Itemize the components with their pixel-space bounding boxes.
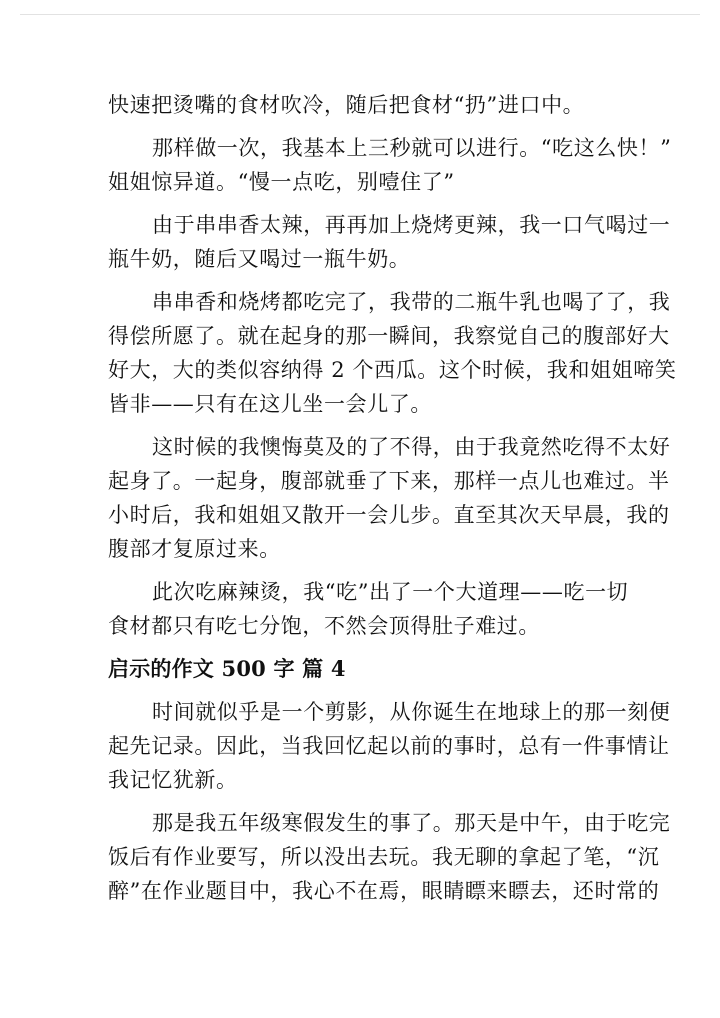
page-top-border: [20, 14, 700, 15]
text-line: 得偿所愿了。就在起身的那一瞬间，我察觉自己的腹部好大: [108, 324, 670, 348]
text-line: 起先记录。因此，当我回忆起以前的事时，总有一件事情让: [108, 734, 670, 758]
text-line: 醉”在作业题目中，我心不在焉，眼睛瞟来瞟去，还时常的: [108, 879, 660, 903]
text-line: 好大，大的类似容纳得 2 个西瓜。这个时候，我和姐姐啼笑: [108, 358, 677, 382]
paragraph-2: [108, 131, 672, 199]
text-line: 皆非——只有在这儿坐一会儿了。: [108, 392, 432, 416]
text-line: 此次吃麻辣烫，我“吃”出了一个大道理——吃一切: [152, 580, 629, 604]
paragraph-6: [108, 575, 629, 643]
paragraph-4: [108, 285, 677, 421]
section-heading: 启示的作文 500 字 篇 4: [108, 656, 346, 681]
text-line: 姐姐惊异道。“慢一点吃，别噎住了”: [108, 170, 455, 194]
text-line: 那样做一次，我基本上三秒就可以进行。“吃这么快！”: [152, 136, 672, 160]
text-line: 串串香和烧烤都吃完了，我带的二瓶牛乳也喝了了，我: [152, 290, 671, 314]
text-line: 小时后，我和姐姐又散开一会儿步。直至其次天早晨，我的: [108, 503, 670, 527]
text-line: 瓶牛奶，随后又喝过一瓶牛奶。: [108, 247, 411, 271]
text-line: 起身了。一起身，腹部就垂了下来，那样一点儿也难过。半: [108, 469, 670, 493]
paragraph-7: [108, 695, 671, 797]
text-line: 这时候的我懊悔莫及的了不得，由于我竟然吃得不太好: [152, 435, 671, 459]
text-line: 由于串串香太辣，再再加上烧烤更辣，我一口气喝过一: [152, 213, 671, 237]
text-line: 腹部才复原过来。: [108, 537, 281, 561]
text-line: 食材都只有吃七分饱，不然会顶得肚子难过。: [108, 614, 540, 638]
paragraph-3: [108, 208, 671, 276]
text-line: 快速把烫嘴的食材吹冷，随后把食材“扔”进口中。: [108, 93, 585, 117]
paragraph-1: [108, 88, 618, 122]
paragraph-8: [108, 806, 671, 908]
text-line: 饭后有作业要写，所以没出去玩。我无聊的拿起了笔，“沉: [108, 845, 660, 869]
document-body: [108, 88, 677, 917]
text-line: 我记忆犹新。: [108, 768, 238, 792]
text-line: 那是我五年级寒假发生的事了。那天是中午，由于吃完: [152, 811, 671, 835]
paragraph-5: [108, 430, 671, 566]
text-line: 时间就似乎是一个剪影，从你诞生在地球上的那一刻便: [152, 700, 671, 724]
